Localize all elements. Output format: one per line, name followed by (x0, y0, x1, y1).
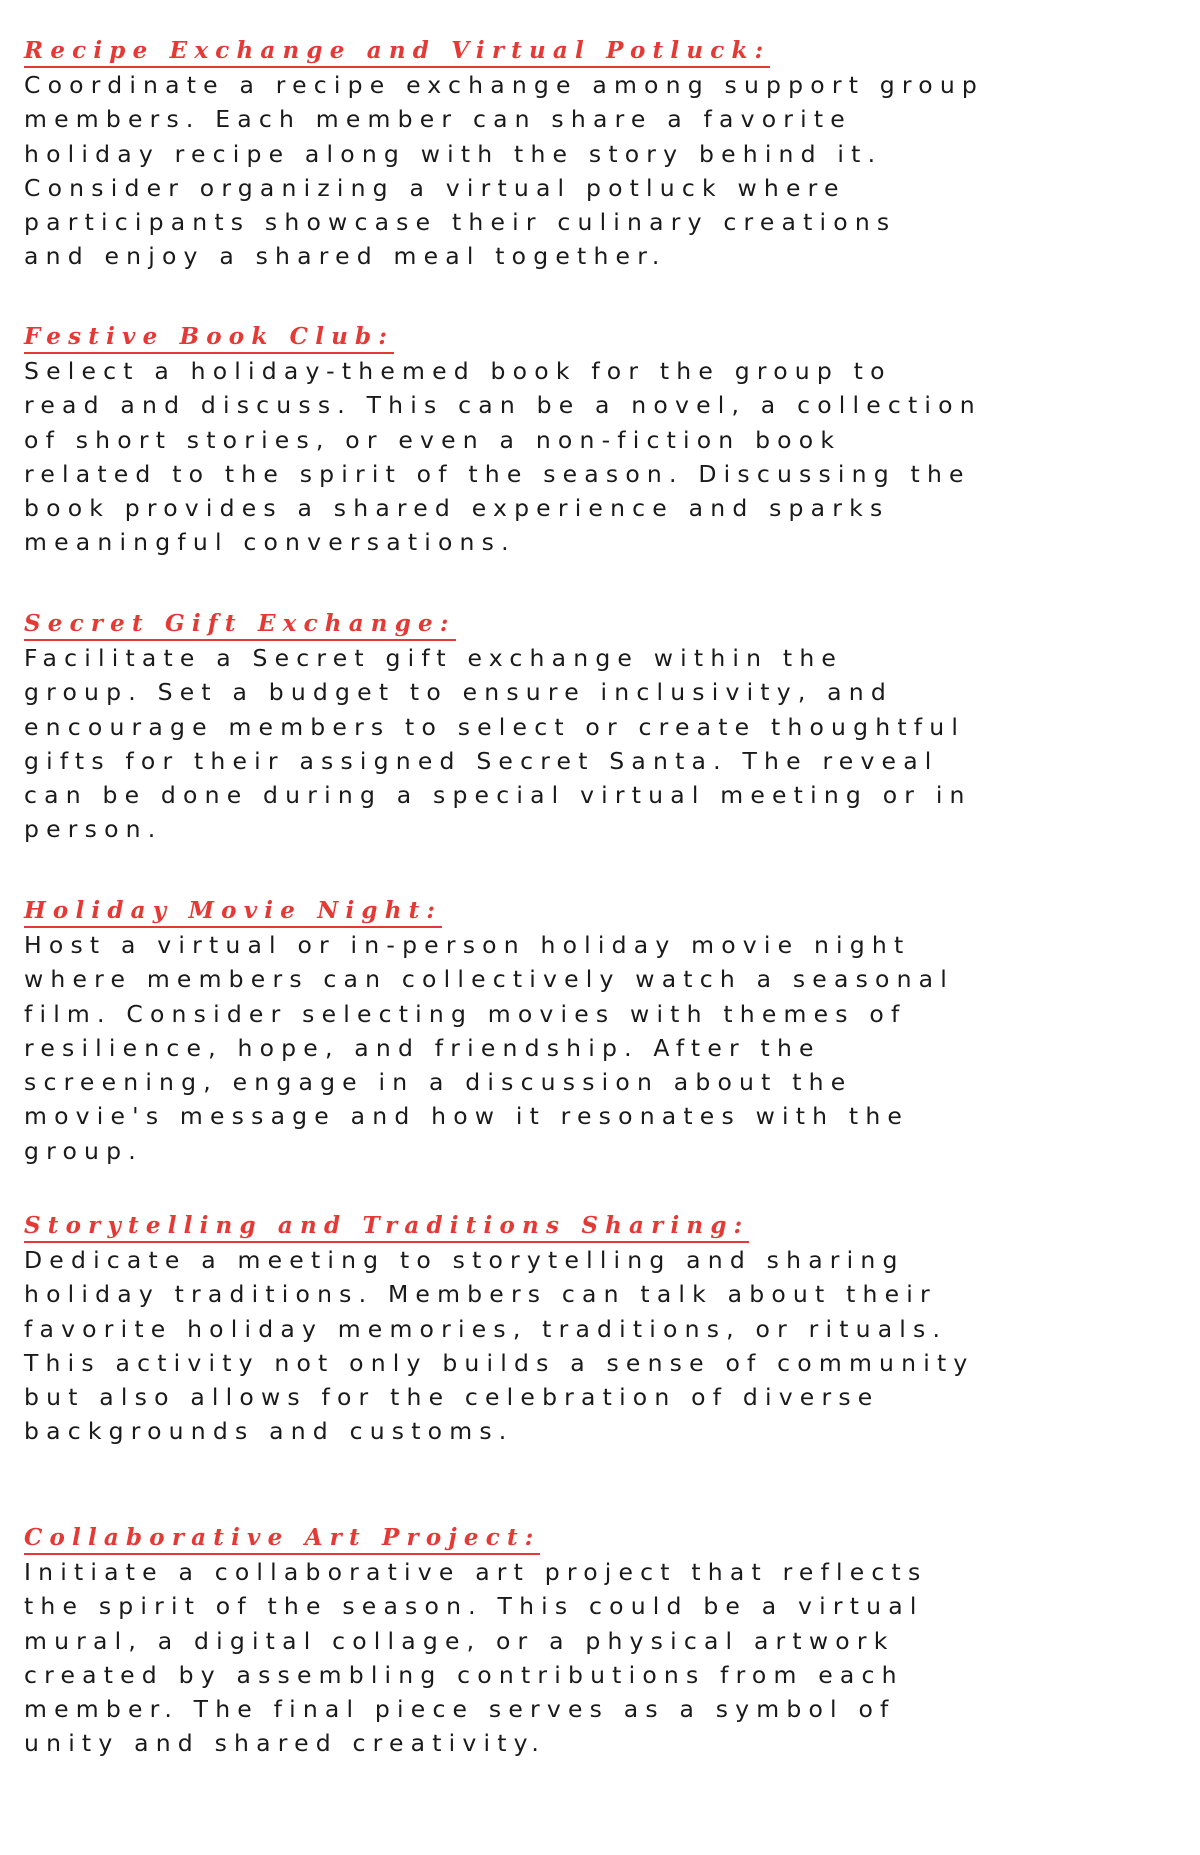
section-body: Coordinate a recipe exchange among support group members. Each member can share a favorite holiday recipe along with the story behind it. Consider organizing a virtual potluck where participants showcase their culinary creations and enjoy a shared meal together. (24, 71, 985, 271)
section-recipe-exchange (24, 36, 1184, 274)
section-heading: Recipe Exchange and Virtual Potluck: (24, 36, 770, 68)
section-storytelling-traditions (24, 1211, 1184, 1449)
section-body: Select a holiday-themed book for the group to read and discuss. This can be a novel, a collection of short stories, or even a non-fiction book related to the spirit of the season. Discussing the book provides a shared experience and sparks meaningful conversations. (24, 357, 982, 557)
section-body: Initiate a collaborative art project that reflects the spirit of the season. This could be a virtual mural, a digital collage, or a physical artwork created by assembling contributions from each member. The final piece serves as a symbol of unity and shared creativity. (24, 1558, 928, 1758)
section-body: Facilitate a Secret gift exchange within the group. Set a budget to ensure inclusivity, and encourage members to select or create thoughtful gifts for their assigned Secret Santa. The reveal can be done during a special virtual meeting or in person. (24, 644, 972, 844)
section-heading: Holiday Movie Night: (24, 896, 442, 928)
section-holiday-movie-night (24, 896, 1184, 1168)
section-heading: Collaborative Art Project: (24, 1523, 540, 1555)
section-body: Host a virtual or in-person holiday movie night where members can collectively watch a seasonal film. Consider selecting movies with themes of resilience, hope, and friendship. After the screening, engage in a discussion about the movie's message and how it resonates with the group. (24, 931, 955, 1165)
section-collaborative-art-project (24, 1523, 1184, 1761)
section-festive-book-club (24, 322, 1184, 560)
section-heading: Secret Gift Exchange: (24, 609, 456, 641)
section-secret-gift-exchange (24, 609, 1184, 847)
section-body: Dedicate a meeting to storytelling and sharing holiday traditions. Members can talk about their favorite holiday memories, traditions, or rituals. This activity not only builds a sense of community but also allows for the celebration of diverse backgrounds and customs. (24, 1246, 975, 1446)
section-heading: Storytelling and Traditions Sharing: (24, 1211, 749, 1243)
section-heading: Festive Book Club: (24, 322, 394, 354)
